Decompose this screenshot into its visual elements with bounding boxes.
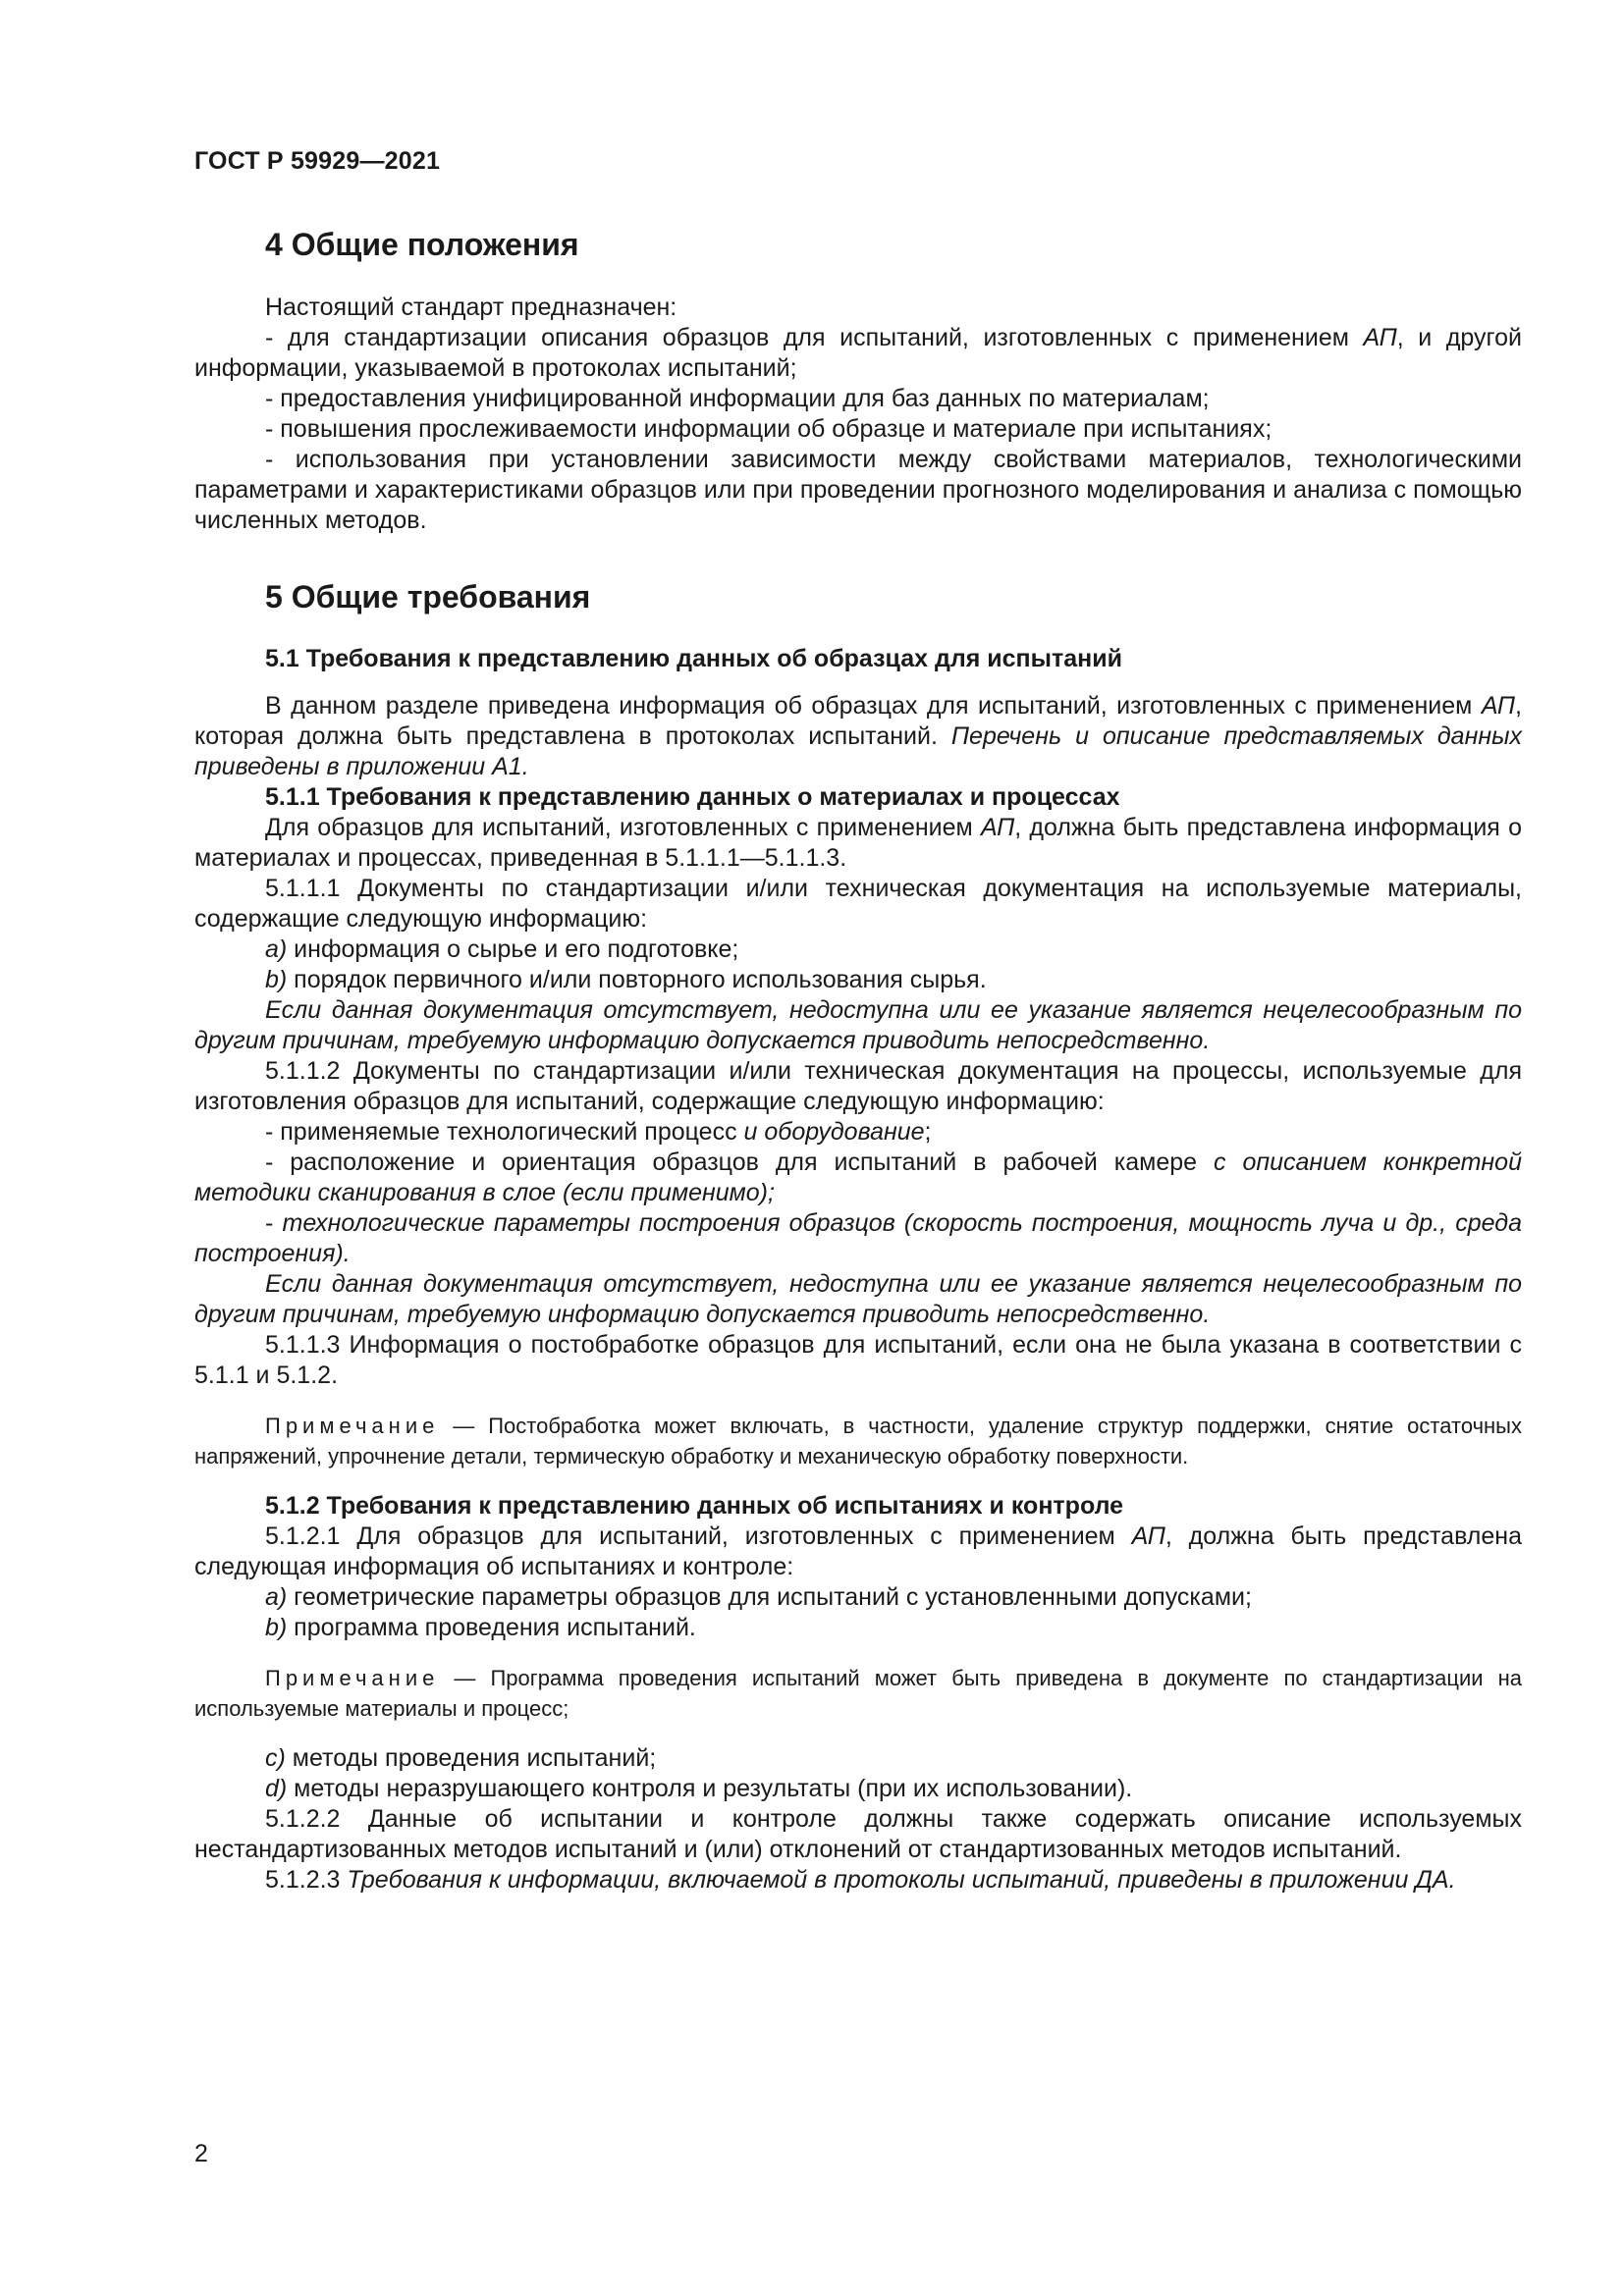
s5112-italic-note: Если данная документация отсутствует, недоступна или ее указание является нецелесообразным по другим причинам, требуемую информацию допускается приводить непосредственно. bbox=[194, 1270, 1522, 1328]
s4-item-2: - предоставления унифицированной информации для баз данных по материалам; bbox=[265, 385, 1210, 412]
s4-intro: Настоящий стандарт предназначен: bbox=[265, 294, 677, 321]
s51-paragraph: В данном разделе приведена информация об образцах для испытаний, изготовленных с применением АП, которая должна быть представлена в протоколах испытаний. Перечень и описание представляемых данных приведены в приложении А1. bbox=[194, 692, 1522, 780]
s5121-item-d: d) методы неразрушающего контроля и результаты (при их использовании). bbox=[265, 1775, 1133, 1802]
section-5-1-title: 5.1 Требования к представлению данных об образцах для испытаний bbox=[265, 645, 1122, 672]
note-2: Примечание — Программа проведения испытаний может быть приведена в документе по стандартизации на используемые материалы и процесс; bbox=[194, 1666, 1522, 1721]
s5113-paragraph: 5.1.1.3 Информация о постобработке образцов для испытаний, если она не была указана в соответствии с 5.1.1 и 5.1.2. bbox=[194, 1331, 1522, 1389]
section-4-title: 4 Общие положения bbox=[265, 227, 579, 262]
s5112-item-2: - расположение и ориентация образцов для испытаний в рабочей камере с описанием конкретной методики сканирования в слое (если применимо); bbox=[194, 1148, 1522, 1206]
s5121-item-c: c) методы проведения испытаний; bbox=[265, 1744, 657, 1772]
section-5-1-1-title: 5.1.1 Требования к представлению данных о материалах и процессах bbox=[265, 783, 1120, 811]
s5111-paragraph: 5.1.1.1 Документы по стандартизации и/или техническая документация на используемые материалы, содержащие следующую информацию: bbox=[194, 875, 1522, 933]
page-number: 2 bbox=[194, 2140, 208, 2167]
s4-item-4: - использования при установлении зависимости между свойствами материалов, технологическими параметрами и характеристиками образцов или при проведении прогнозного моделирования и анализа с помощью численных методов. bbox=[194, 446, 1522, 534]
s5121-item-b: b) программа проведения испытаний. bbox=[265, 1614, 696, 1641]
section-5-title: 5 Общие требования bbox=[265, 579, 591, 614]
document-page bbox=[194, 147, 1522, 1896]
s5121-paragraph: 5.1.2.1 Для образцов для испытаний, изготовленных с применением АП, должна быть представлена следующая информация об испытаниях и контроле: bbox=[194, 1522, 1522, 1580]
s5123-paragraph: 5.1.2.3 Требования к информации, включаемой в протоколы испытаний, приведены в приложении ДА. bbox=[265, 1866, 1456, 1894]
s5111-item-a: a) информация о сырье и его подготовке; bbox=[265, 935, 739, 963]
s5111-italic-note: Если данная документация отсутствует, недоступна или ее указание является нецелесообразным по другим причинам, требуемую информацию допускается приводить непосредственно. bbox=[194, 996, 1522, 1054]
s4-item-3: - повышения прослеживаемости информации об образце и материале при испытаниях; bbox=[265, 415, 1272, 443]
s5121-item-a: a) геометрические параметры образцов для испытаний с установленными допусками; bbox=[265, 1583, 1252, 1611]
note-1-label: Примечание bbox=[265, 1414, 440, 1438]
note-2-label: Примечание bbox=[265, 1666, 440, 1690]
document-code-header: ГОСТ Р 59929—2021 bbox=[194, 147, 441, 175]
section-5-1-2-title: 5.1.2 Требования к представлению данных об испытаниях и контроле bbox=[265, 1492, 1124, 1520]
s511-paragraph: Для образцов для испытаний, изготовленных с применением АП, должна быть представлена информация о материалах и процессах, приведенная в 5.1.1.1—5.1.1.3. bbox=[194, 814, 1522, 872]
s5111-item-b: b) порядок первичного и/или повторного использования сырья. bbox=[265, 966, 987, 993]
s5112-item-1: - применяемые технологический процесс и оборудование; bbox=[265, 1118, 932, 1146]
s5112-item-3: - технологические параметры построения образцов (скорость построения, мощность луча и др., среда построения). bbox=[194, 1209, 1522, 1267]
s5122-paragraph: 5.1.2.2 Данные об испытании и контроле должны также содержать описание используемых нестандартизованных методов испытаний и (или) отклонений от стандартизованных методов испытаний. bbox=[194, 1805, 1522, 1863]
s5112-paragraph: 5.1.1.2 Документы по стандартизации и/или техническая документация на процессы, используемые для изготовления образцов для испытаний, содержащие следующую информацию: bbox=[194, 1057, 1522, 1115]
s4-item-1: - для стандартизации описания образцов для испытаний, изготовленных с применением АП, и другой информации, указываемой в протоколах испытаний; bbox=[194, 324, 1522, 382]
note-1: Примечание — Постобработка может включать, в частности, удаление структур поддержки, снятие остаточных напряжений, упрочнение детали, термическую обработку и механическую обработку поверхности. bbox=[194, 1414, 1522, 1468]
